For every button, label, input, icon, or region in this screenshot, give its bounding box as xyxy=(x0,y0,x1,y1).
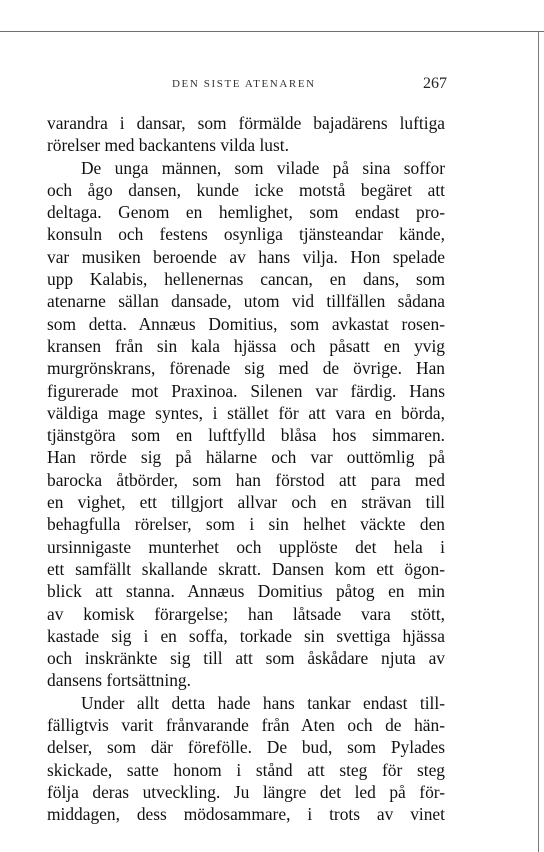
text-line: och inskränkte sig till att som åskådare njuta av xyxy=(47,648,445,669)
running-head: DEN SISTE ATENAREN xyxy=(172,78,316,90)
page-header xyxy=(0,75,544,95)
page-number: 267 xyxy=(423,75,447,92)
text-line: konsuln och festens osynliga tjänsteandar kände, xyxy=(47,224,445,245)
text-line: atenarne sällan dansade, utom vid tillfällen sådana xyxy=(47,291,445,312)
text-line: Han rörde sig på hälarne och var outtömlig på xyxy=(47,447,445,468)
text-line: skickade, satte honom i stånd att steg för steg xyxy=(47,759,445,780)
text-line: delser, som där förefölle. De bud, som Pylades xyxy=(47,737,445,758)
text-line: murgrönskrans, förenade sig med de övrige. Han xyxy=(47,358,445,379)
top-border-line xyxy=(0,31,544,32)
text-line: behagfulla rörelser, som i sin helhet väckte den xyxy=(47,514,445,535)
text-line: middagen, dess mödosammare, i trots av vinet xyxy=(47,804,445,825)
text-line: var musiken beroende av hans vilja. Hon spelade xyxy=(47,246,445,267)
text-line: kastade sig i en soffa, torkade sin svettiga hjässa xyxy=(47,625,445,646)
text-line: väldiga mage syntes, i stället för att vara en börda, xyxy=(47,402,445,423)
text-line: upp Kalabis, hellenernas cancan, en dans, som xyxy=(47,269,445,290)
text-line: blick att stanna. Annæus Domitius påtog en min xyxy=(47,581,445,602)
text-line: kransen från sin kala hjässa och påsatt en yvig xyxy=(47,335,445,356)
text-line: tjänstgöra som en luftfylld blåsa hos simmaren. xyxy=(47,425,445,446)
text-line: ett samfällt skallande skratt. Dansen kom ett ögon- xyxy=(47,558,445,579)
right-border-line xyxy=(538,31,539,852)
text-line: ursinnigaste munterhet och upplöste det hela i xyxy=(47,536,445,557)
text-line: en vighet, ett tillgjort allvar och en strävan till xyxy=(47,492,445,513)
text-line: barocka åtbörder, som han förstod att para med xyxy=(47,469,445,490)
text-line: följa deras utveckling. Ju längre det led på för- xyxy=(47,781,445,802)
text-line: och ågo dansen, kunde icke motstå begäret att xyxy=(47,179,445,200)
text-line: deltaga. Genom en hemlighet, som endast pro- xyxy=(47,202,445,223)
text-line: De unga männen, som vilade på sina soffor xyxy=(81,157,445,178)
body-text xyxy=(47,112,445,826)
text-line: fälligtvis varit frånvarande från Aten och de hän- xyxy=(47,715,445,736)
text-line: varandra i dansar, som förmälde bajadärens luftiga xyxy=(47,113,445,133)
text-line: rörelser med backantens vilda lust. xyxy=(47,135,289,156)
text-line: figurerade mot Praxinoa. Silenen var färdig. Hans xyxy=(47,380,445,401)
text-line: av komisk förargelse; han låtsade vara stött, xyxy=(47,603,445,624)
text-line: dansens fortsättning. xyxy=(47,670,191,691)
text-line: som detta. Annæus Domitius, som avkastat rosen- xyxy=(47,313,445,334)
text-line: Under allt detta hade hans tankar endast till- xyxy=(81,692,445,713)
